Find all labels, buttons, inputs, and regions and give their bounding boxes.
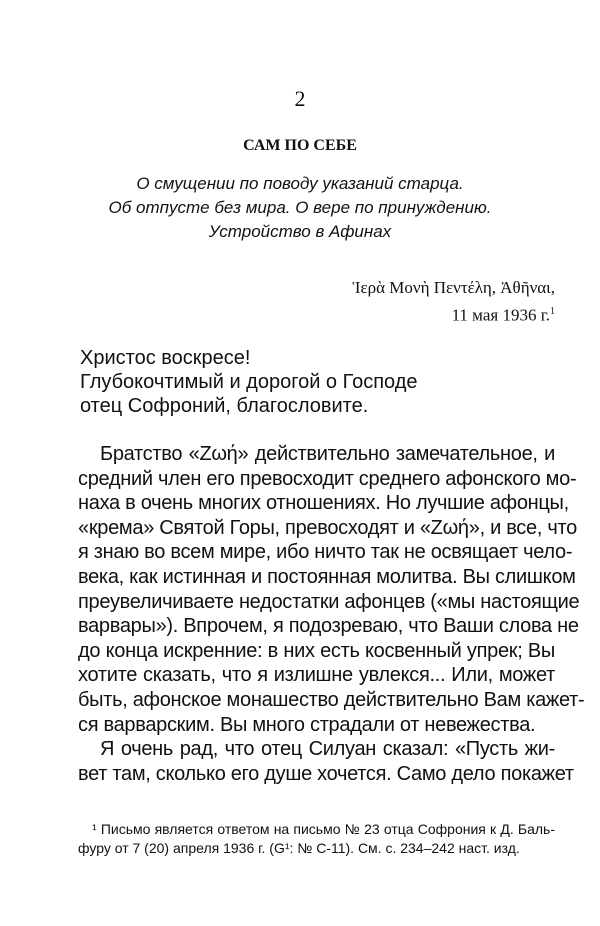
body-line: «крема» Святой Горы, превосходят и «Ζωή», и все, что [78,516,577,539]
summary-line: Об отпусте без мира. О вере по принуждению. [108,198,492,217]
body-line: века, как истинная и постоянная молитва. Вы слишком [78,565,576,588]
chapter-number: 2 [294,86,306,111]
letter-place: Ἱερὰ Μονὴ Πεντέλη, Ἀθῆναι, [352,278,555,297]
chapter-summary [0,172,600,244]
letter-place-date [353,276,556,328]
greeting-line: Христос воскресе! [80,347,251,369]
body-line: варвары»). Впрочем, я подозреваю, что Ваши слова не [78,615,579,638]
summary-line: Устройство в Афинах [208,222,392,241]
footnote-mark: 1 [550,306,555,317]
body-line: хотите сказать, что я излишне увлекся... Или, может [78,664,555,687]
footnote [78,820,555,858]
summary-line: О смущении по поводу указаний старца. [136,174,464,193]
body-line: до конца искренние: в них есть косвенный упрек; Вы [78,639,555,662]
letter-body [78,442,585,786]
body-line: быть, афонское монашество действительно Вам кажет- [78,688,585,711]
body-line: наха в очень многих отношениях. Но лучшие афонцы, [78,492,569,515]
body-line: вет там, сколько его душе хочется. Само дело покажет [78,762,574,785]
letter-date: 11 мая 1936 г. [451,305,550,325]
greeting-line: Глубокочтимый и дорогой о Господе [80,371,418,393]
body-line: Братство «Ζωή» действительно замечательное, и [100,443,555,465]
footnote-line: фуру от 7 (20) апреля 1936 г. (G¹: № С-11). См. с. 234–242 наст. изд. [78,840,520,856]
body-line: средний член его превосходит среднего афонского мо- [78,467,577,490]
greeting-line: отец Софроний, благословите. [80,395,369,417]
body-line: преувеличиваете недостатки афонцев («мы настоящие [78,590,580,613]
chapter-title: САМ ПО СЕБЕ [243,137,357,154]
footnote-line: ¹ Письмо является ответом на письмо № 23 отца Софрония к Д. Баль- [92,821,555,837]
body-line: ся варварским. Вы много страдали от невежества. [78,713,536,736]
greeting [80,346,418,418]
body-line: я знаю во всем мире, ибо ничто так не освящает чело- [78,541,573,564]
body-line: Я очень рад, что отец Силуан сказал: «Пусть жи- [100,738,555,761]
